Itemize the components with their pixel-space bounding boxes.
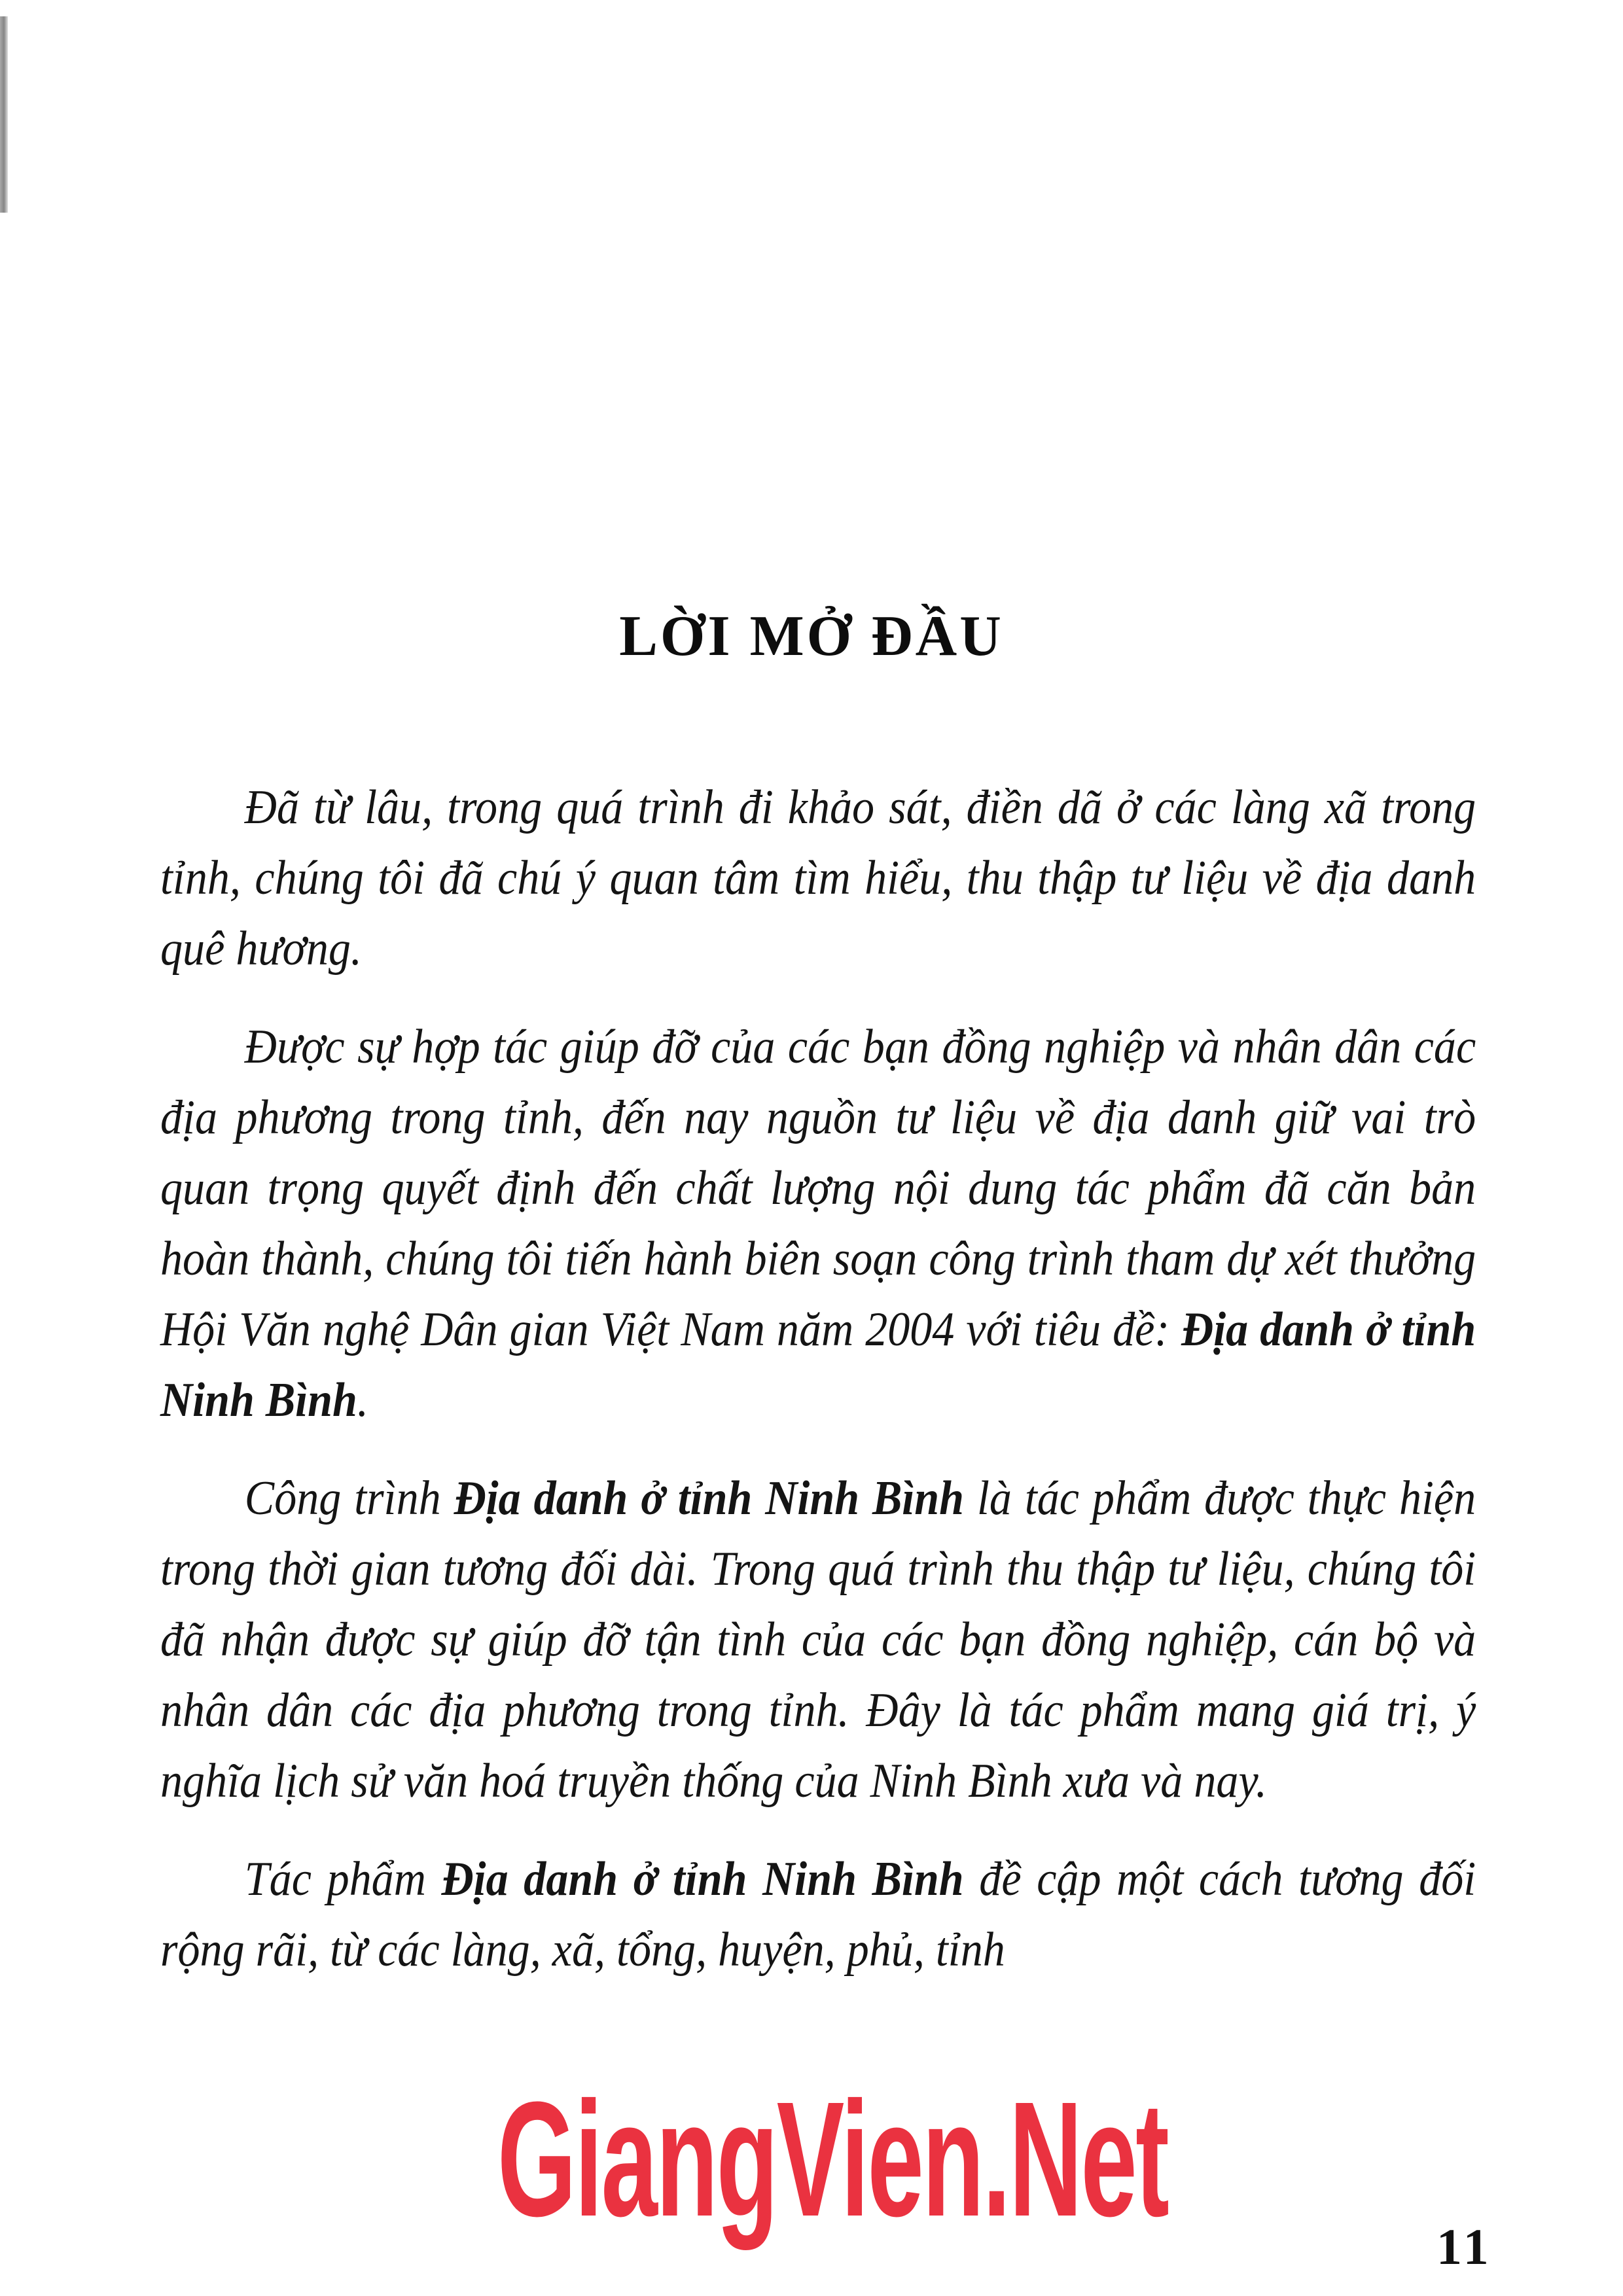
page-title: LỜI MỞ ĐẦU (619, 604, 1004, 668)
paragraph-text: Tác phẩm (244, 1852, 442, 1906)
paragraph-text: Công trình (244, 1472, 454, 1525)
book-title-emphasis: Địa danh ở tỉnh Ninh Bình (160, 1303, 1476, 1427)
paragraph-text: Được sự hợp tác giúp đỡ của các bạn đồng nghiệp và nhân dân các địa phương trong tỉnh, đến nay nguồn tư liệu về địa danh giữ vai trò quan trọng quyết định đến chất lượng nội dung tác phẩm đã căn bản hoàn thành, chúng tôi tiến hành biên soạn công trình tham dự xét thưởng Hội Văn nghệ Dân gian Việt Nam năm 2004 với tiêu đề: (160, 1020, 1476, 1356)
book-title-emphasis: Địa danh ở tỉnh Ninh Bình (454, 1472, 965, 1525)
body-text (160, 772, 1476, 2013)
paragraph-text: đề cập một cách tương đối rộng rãi, từ các làng, xã, tổng, huyện, phủ, tỉnh (160, 1852, 1476, 1977)
paragraph-2 (160, 1012, 1476, 1436)
book-title-emphasis: Địa danh ở tỉnh Ninh Bình (441, 1852, 964, 1906)
paragraph-3 (160, 1463, 1476, 1816)
paragraph-text: . (357, 1373, 368, 1427)
paragraph-4 (160, 1844, 1476, 1985)
paragraph-1 (160, 772, 1476, 984)
paragraph-text: Đã từ lâu, trong quá trình đi khảo sát, điền dã ở các làng xã trong tỉnh, chúng tôi đã chú ý quan tâm tìm hiểu, thu thập tư liệu về địa danh quê hương. (160, 781, 1476, 976)
paragraph-text: là tác phẩm được thực hiện trong thời gian tương đối dài. Trong quá trình thu thập tư liệu, chúng tôi đã nhận được sự giúp đỡ tận tình của các bạn đồng nghiệp, cán bộ và nhân dân các địa phương trong tỉnh. Đây là tác phẩm mang giá trị, ý nghĩa lịch sử văn hoá truyền thống của Ninh Bình xưa và nay. (160, 1472, 1476, 1808)
watermark-logo: GiangVien.Net (497, 2068, 1168, 2250)
page-binding-edge (0, 16, 8, 213)
page-number: 11 (1436, 2218, 1493, 2275)
